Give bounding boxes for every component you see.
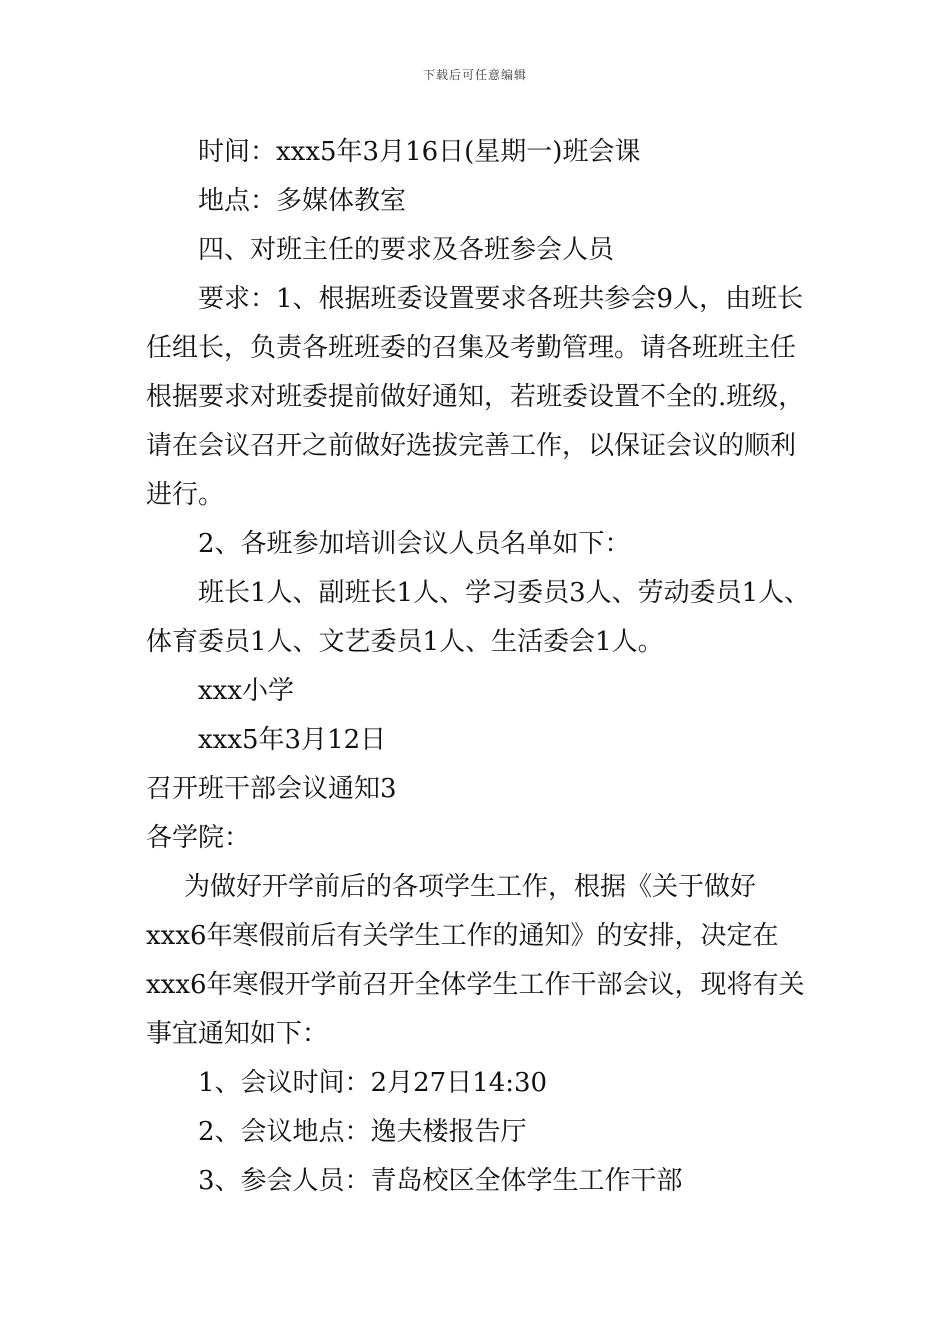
page-header-note: 下载后可任意编辑 xyxy=(422,68,527,82)
text-line-meeting-time: 1、会议时间：2月27日14:30 xyxy=(198,1068,548,1098)
text-line-meeting-place: 2、会议地点：逸夫楼报告厅 xyxy=(198,1117,527,1147)
text-line-attendee-list-2: 体育委员1人、文艺委员1人、生活委会1人。 xyxy=(146,627,664,657)
text-line-attendee-intro: 2、各班参加培训会议人员名单如下： xyxy=(198,529,631,559)
notice-salutation: 各学院： xyxy=(146,823,251,853)
section-heading-requirements: 四、对班主任的要求及各班参会人员 xyxy=(198,235,615,265)
text-line-notice-1: 为做好开学前后的各项学生工作，根据《关于做好 xyxy=(184,872,757,902)
signature-school: xxx小学 xyxy=(198,676,294,706)
text-line-requirements-1: 要求：1、根据班委设置要求各班共参会9人，由班长 xyxy=(198,284,804,314)
text-line-requirements-2: 任组长，负责各班班委的召集及考勤管理。请各班班主任 xyxy=(146,333,797,363)
text-line-requirements-3: 根据要求对班委提前做好通知，若班委设置不全的.班级， xyxy=(146,382,805,412)
text-line-requirements-4: 请在会议召开之前做好选拔完善工作，以保证会议的顺利 xyxy=(146,431,797,461)
text-line-requirements-5: 进行。 xyxy=(146,480,225,510)
document-body xyxy=(146,128,816,1206)
text-line-notice-2: xxx6年寒假前后有关学生工作的通知》的安排，决定在 xyxy=(146,921,779,951)
text-line-location: 地点：多媒体教室 xyxy=(198,186,407,216)
text-line-meeting-attendees: 3、参会人员：青岛校区全体学生工作干部 xyxy=(198,1166,683,1196)
notice-title-3: 召开班干部会议通知3 xyxy=(146,774,397,804)
text-line-notice-4: 事宜通知如下： xyxy=(146,1019,329,1049)
text-line-notice-3: xxx6年寒假开学前召开全体学生工作干部会议，现将有关 xyxy=(146,970,805,1000)
signature-date: xxx5年3月12日 xyxy=(198,725,387,755)
text-line-attendee-list-1: 班长1人、副班长1人、学习委员3人、劳动委员1人、 xyxy=(198,578,811,608)
text-line-time: 时间：xxx5年3月16日(星期一)班会课 xyxy=(198,137,641,167)
